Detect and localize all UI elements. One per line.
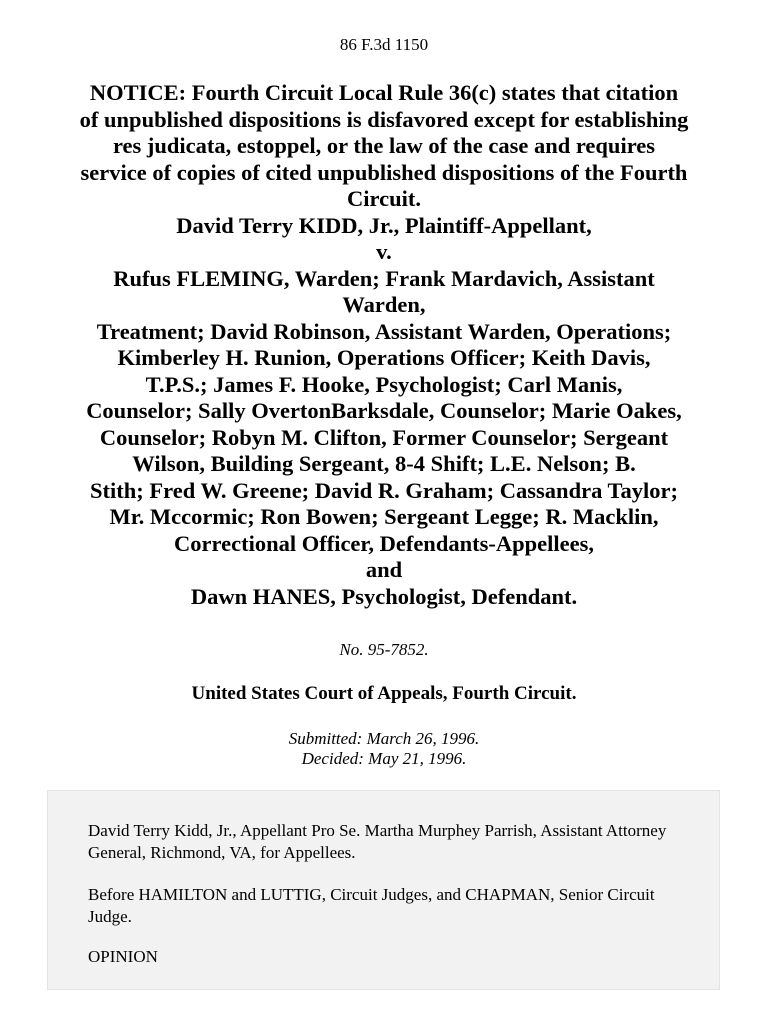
court-name: United States Court of Appeals, Fourth Circuit. — [191, 683, 577, 704]
caption-line: Stith; Fred W. Greene; David R. Graham; Cassandra Taylor; — [90, 477, 678, 503]
caption-line: Dawn HANES, Psychologist, Defendant. — [190, 583, 578, 609]
case-caption — [40, 80, 728, 610]
caption-line: Kimberley H. Runion, Operations Officer; Keith Davis, — [117, 345, 651, 370]
case-dates — [0, 729, 768, 769]
caption-line: T.P.S.; James F. Hooke, Psychologist; Carl Manis, — [145, 371, 623, 397]
submitted-date: Submitted: March 26, 1996. — [288, 729, 480, 748]
caption-line: Counselor; Sally OvertonBarksdale, Counselor; Marie Oakes, — [86, 398, 682, 423]
caption-line: Wilson, Building Sergeant, 8-4 Shift; L.E. Nelson; B. — [132, 451, 636, 476]
caption-line: Rufus FLEMING, Warden; Frank Mardavich, Assistant — [113, 265, 655, 291]
docket-number: No. 95-7852. — [339, 640, 429, 659]
caption-line: v. — [376, 239, 392, 264]
decided-date: Decided: May 21, 1996. — [301, 749, 467, 768]
caption-line: of unpublished dispositions is disfavored except for establishing — [79, 106, 689, 132]
caption-line: Correctional Officer, Defendants-Appellees, — [174, 530, 594, 556]
caption-line: Warden, — [342, 292, 426, 317]
opinion-panel — [47, 790, 720, 990]
caption-line: res judicata, estoppel, or the law of the case and requires — [112, 133, 656, 158]
caption-line: NOTICE: Fourth Circuit Local Rule 36(c) states that citation — [89, 80, 679, 105]
caption-line: Mr. Mccormic; Ron Bowen; Sergeant Legge; R. Macklin, — [109, 504, 659, 529]
counsel-paragraph: David Terry Kidd, Jr., Appellant Pro Se. Martha Murphey Parrish, Assistant Attorney General, Richmond, VA, for Appellees. — [88, 821, 667, 862]
opinion-heading: OPINION — [88, 947, 158, 966]
caption-line: Circuit. — [347, 186, 421, 211]
caption-line: Counselor; Robyn M. Clifton, Former Counselor; Sergeant — [99, 424, 669, 450]
caption-line: Treatment; David Robinson, Assistant Warden, Operations; — [96, 318, 672, 344]
judges-paragraph: Before HAMILTON and LUTTIG, Circuit Judges, and CHAPMAN, Senior Circuit Judge. — [88, 885, 655, 926]
caption-line: and — [365, 557, 403, 582]
caption-line: service of copies of cited unpublished dispositions of the Fourth — [80, 159, 688, 185]
caption-line: David Terry KIDD, Jr., Plaintiff-Appellant, — [176, 212, 592, 238]
case-citation: 86 F.3d 1150 — [339, 35, 429, 54]
